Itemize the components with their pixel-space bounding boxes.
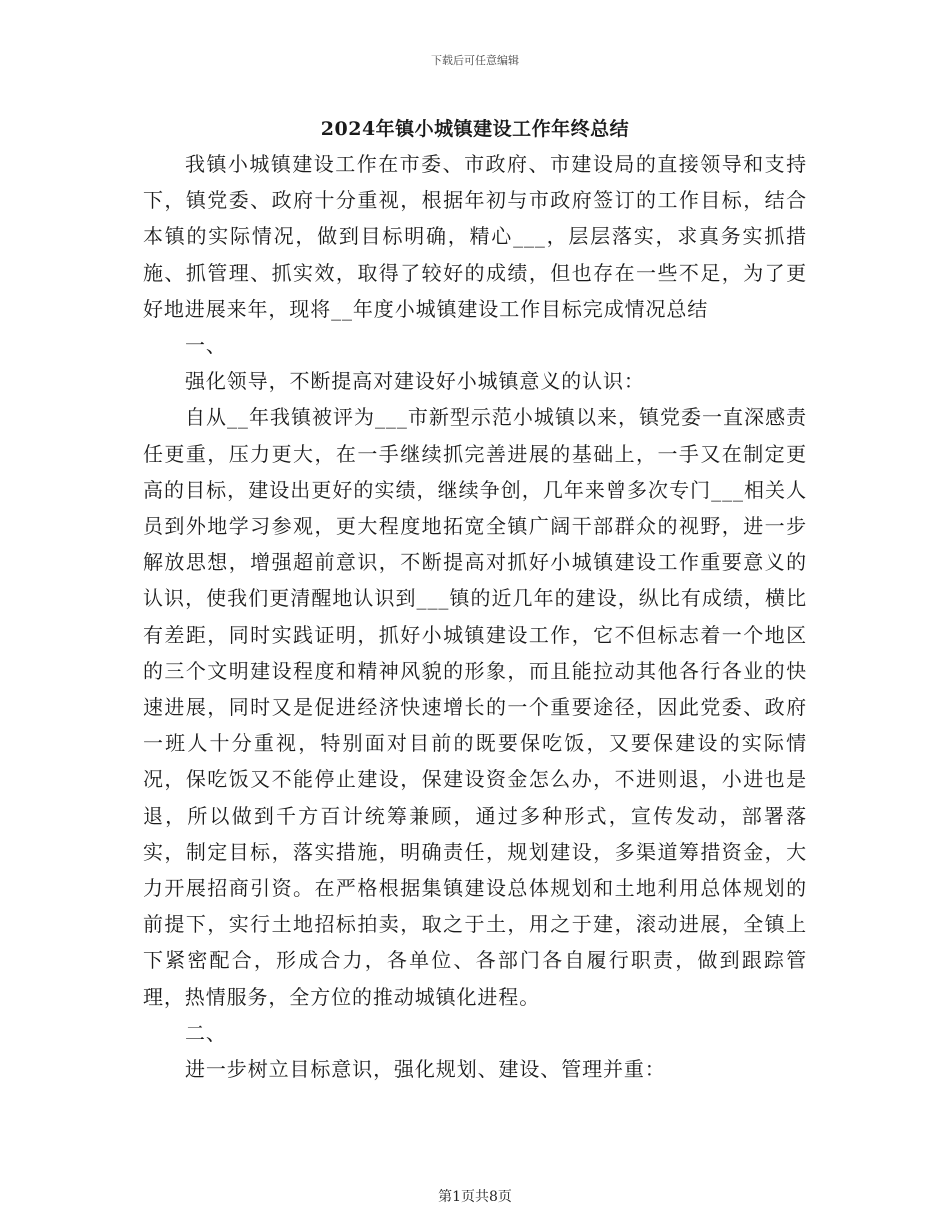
section-heading-2: 二、 <box>185 1020 227 1045</box>
document-title: 2024年镇小城镇建设工作年终总结 <box>320 118 630 140</box>
section-subtitle-1: 强化领导，不断提高对建设好小城镇意义的认识： <box>185 369 645 394</box>
section-heading-1: 一、 <box>185 333 227 358</box>
document-body <box>143 146 807 1087</box>
paragraph-intro: 我镇小城镇建设工作在市委、市政府、市建设局的直接领导和支持下，镇党委、政府十分重视，根据年初与市政府签订的工作目标，结合本镇的实际情况，做到目标明确，精心___，层层落实，求真务实抓措施、抓管理、抓实效，取得了较好的成绩，但也存在一些不足，为了更好地进展来年，现将__年度小城镇建设工作目标完成情况总结 <box>143 152 807 321</box>
page-number-footer: 第1页共8页 <box>438 1189 512 1205</box>
section-subtitle-2: 进一步树立目标意识，强化规划、建设、管理并重： <box>185 1057 666 1082</box>
page-header-note: 下载后可任意编辑 <box>431 54 519 67</box>
paragraph-section-1: 自从__年我镇被评为___市新型示范小城镇以来，镇党委一直深感责任更重，压力更大，在一手继续抓完善进展的基础上，一手又在制定更高的目标，建设出更好的实绩，继续争创，几年来曾多次专门___相关人员到外地学习参观，更大程度地拓宽全镇广阔干部群众的视野，进一步解放思想，增强超前意识，不断提高对抓好小城镇建设工作重要意义的认识，使我们更清醒地认识到___镇的近几年的建设，纵比有成绩，横比有差距，同时实践证明，抓好小城镇建设工作，它不但标志着一个地区的三个文明建设程度和精神风貌的形象，而且能拉动其他各行各业的快速进展，同时又是促进经济快速增长的一个重要途径，因此党委、政府一班人十分重视，特别面对目前的既要保吃饭，又要保建设的实际情况，保吃饭又不能停止建设，保建设资金怎么办，不进则退，小进也是退，所以做到千方百计统筹兼顾，通过多种形式，宣传发动，部署落实，制定目标，落实措施，明确责任，规划建设，多渠道筹措资金，大力开展招商引资。在严格根据集镇建设总体规划和土地利用总体规划的前提下，实行土地招标拍卖，取之于土，用之于建，滚动进展，全镇上下紧密配合，形成合力，各单位、各部门各自履行职责，做到跟踪管理，热情服务，全方位的推动城镇化进程。 <box>143 405 807 1009</box>
